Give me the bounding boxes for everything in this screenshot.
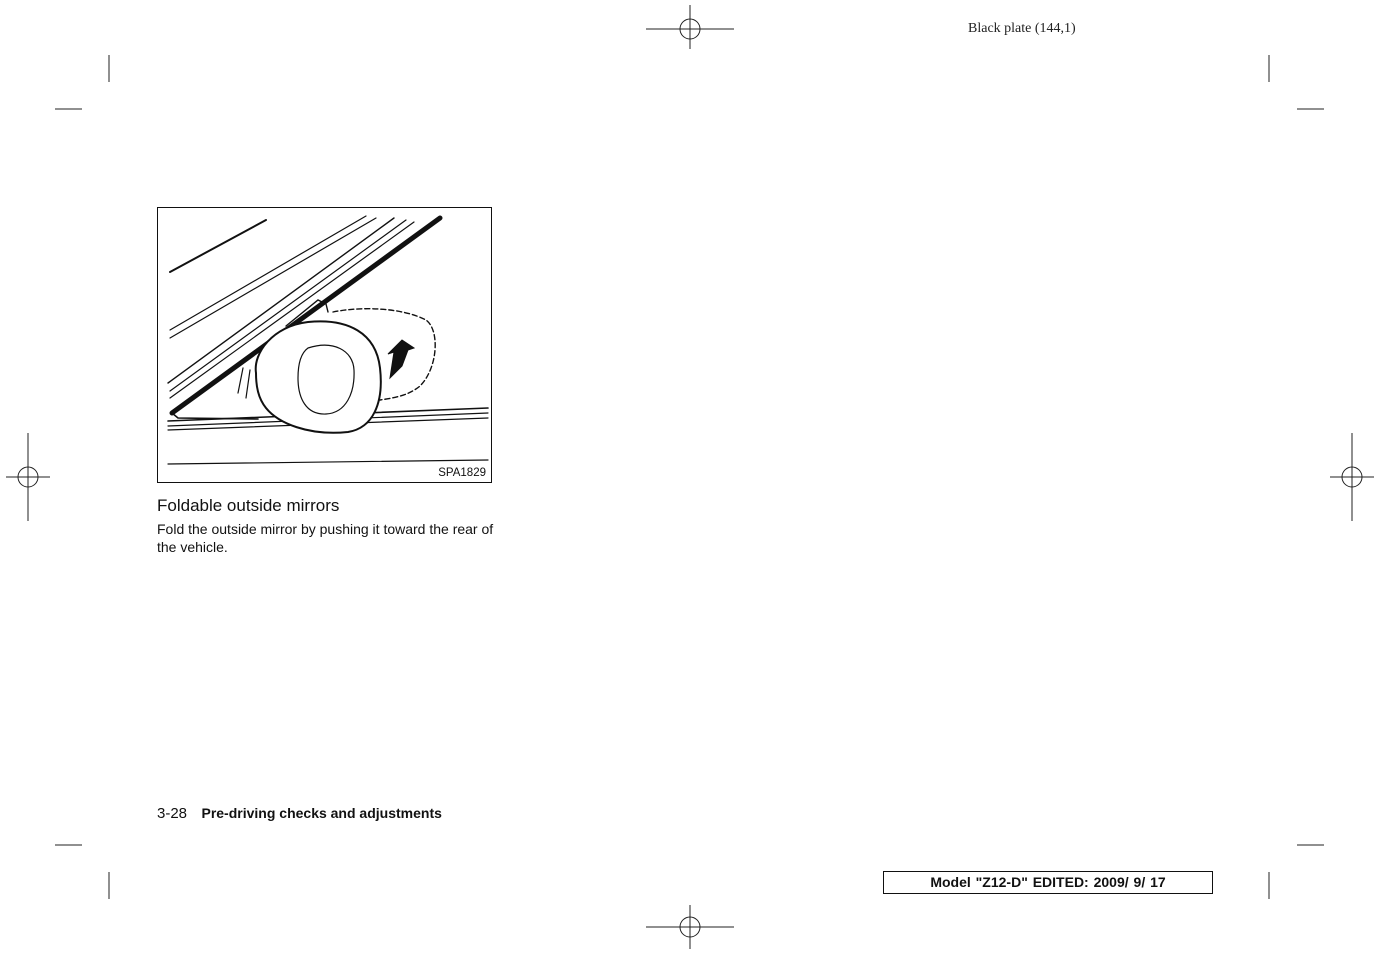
registration-mark-top — [646, 5, 734, 49]
section-body: Fold the outside mirror by pushing it toward the rear of the vehicle. — [157, 521, 494, 555]
page-footer — [157, 805, 442, 823]
model-label: Model — [930, 874, 971, 890]
running-title: Pre-driving checks and adjustments — [201, 805, 442, 821]
page-number: 3-28 — [157, 805, 188, 822]
registration-mark-right — [1330, 433, 1374, 521]
edited-date: 2009/ 9/ 17 — [1093, 874, 1166, 890]
edited-label: EDITED: — [1032, 874, 1089, 890]
mirror-figure — [157, 207, 492, 483]
model-code: "Z12-D" — [975, 874, 1028, 890]
model-info-box — [883, 871, 1213, 894]
section-title: Foldable outside mirrors — [157, 496, 340, 515]
registration-mark-left — [6, 433, 50, 521]
push-arrow-icon — [388, 340, 414, 378]
mirror-fold-illustration — [158, 208, 493, 484]
registration-mark-bottom — [646, 905, 734, 949]
plate-label: Black plate (144,1) — [968, 21, 1076, 36]
figure-code: SPA1829 — [438, 467, 486, 479]
